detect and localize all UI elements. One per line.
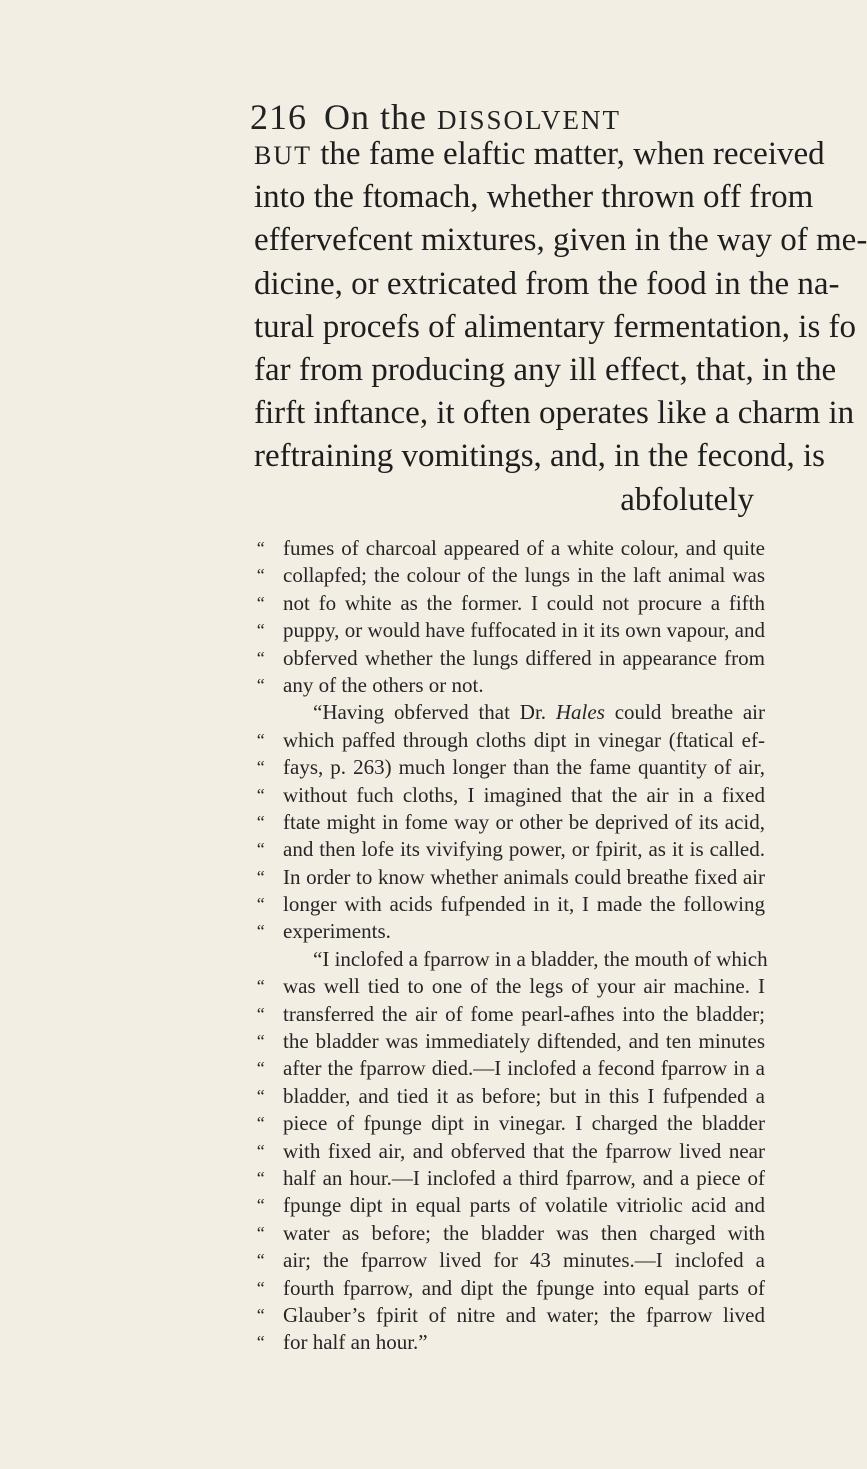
quote-line: “ was well tied to one of the legs of your air machine. I [255, 973, 755, 1000]
quote-mark: “ [255, 757, 266, 778]
quote-mark: “ [255, 592, 266, 613]
quote-mark: “ [255, 1058, 266, 1079]
quote-line: “ transferred the air of fome pearl-afhes into the bladder; [255, 1001, 755, 1028]
quote-mark: “ [255, 1195, 266, 1216]
running-title-prefix: On the [324, 97, 437, 137]
quote-mark: “ [255, 647, 266, 668]
quote-line: “ fays, p. 263) much longer than the fame quantity of air, [255, 754, 755, 781]
body-line: firft inftance, it often operates like a charm in [254, 395, 855, 432]
body-line: BUT the fame elaftic matter, when received [254, 136, 825, 172]
quote-line: “ after the fparrow died.—I inclofed a fecond fparrow in a [255, 1055, 755, 1082]
quote-mark: “ [255, 894, 266, 915]
quote-mark: “ [255, 1250, 266, 1271]
quote-line: “ the bladder was immediately diftended, and ten minutes [255, 1028, 755, 1055]
quote-line: “ any of the others or not. [255, 672, 755, 699]
lead-small-caps: BUT [254, 141, 312, 170]
quote-mark: “ [255, 784, 266, 805]
quote-line: “ air; the fparrow lived for 43 minutes.—I inclofed a [255, 1247, 755, 1274]
body-line: tural procefs of alimentary fermentation, is fo [254, 308, 857, 345]
quote-line: “ water as before; the bladder was then charged with [255, 1220, 755, 1247]
quote-mark: “ [255, 1113, 266, 1134]
quote-line: “ without fuch cloths, I imagined that the air in a fixed [255, 782, 755, 809]
quote-line: “ bladder, and tied it as before; but in this I fufpended a [255, 1083, 755, 1110]
body-line: reftraining vomitings, and, in the fecond, is [254, 438, 825, 475]
quote-mark: “ [255, 976, 266, 997]
quote-mark: “ [255, 1277, 266, 1298]
main-paragraph [254, 133, 867, 522]
quote-mark: “ [255, 729, 266, 750]
quote-line: “ fourth fparrow, and dipt the fpunge into equal parts of [255, 1275, 755, 1302]
quote-line: “ experiments. [255, 918, 755, 945]
author-name: Hales [555, 700, 605, 725]
quote-mark: “ [255, 620, 266, 641]
quote-mark: “ [255, 1167, 266, 1188]
quote-line: “ obferved whether the lungs differed in appearance from [255, 645, 755, 672]
quote-line: “ collapfed; the colour of the lungs in the laft animal was [255, 562, 755, 589]
quote-line: “ with fixed air, and obferved that the fparrow lived near [255, 1138, 755, 1165]
quote-line: “ fumes of charcoal appeared of a white colour, and quite [255, 535, 755, 562]
quote-mark: “ [255, 538, 266, 558]
quote-line: “ puppy, or would have fuffocated in it its own vapour, and [255, 617, 755, 644]
quote-mark: “ [255, 1304, 266, 1325]
body-line: into the ftomach, whether thrown off from [254, 179, 814, 216]
body-line: effervefcent mixtures, given in the way of me- [254, 222, 867, 259]
quote-mark: “ [255, 565, 266, 586]
page-number: 216 [250, 97, 307, 137]
quote-line: “ piece of fpunge dipt in vinegar. I charged the bladder [255, 1110, 755, 1137]
quote-mark: “ [255, 1332, 266, 1353]
quote-mark: “ [255, 1140, 266, 1161]
quote-line: “ Glauber’s fpirit of nitre and water; the fparrow lived [255, 1302, 755, 1329]
quote-mark: “ [255, 1031, 266, 1052]
quote-mark: “ [255, 839, 266, 860]
quote-line: “ which paffed through cloths dipt in vinegar (ftatical ef- [255, 727, 755, 754]
quote-line: “ longer with acids fufpended in it, I made the following [255, 891, 755, 918]
quote-mark: “ [255, 866, 266, 887]
body-line: dicine, or extricated from the food in the na- [254, 265, 840, 302]
quote-mark: “ [255, 674, 266, 695]
running-title [324, 96, 621, 138]
running-title-sc: DISSOLVENT [436, 105, 622, 135]
quote-mark: “ [255, 1085, 266, 1106]
catchword: abfolutely [620, 481, 754, 518]
quote-line: “ not fo white as the former. I could not procure a fifth [255, 590, 755, 617]
quote-line: “ for half an hour.” [255, 1329, 755, 1356]
quote-mark: “ [255, 811, 266, 832]
quote-line: “Having obferved that Dr. Hales could breathe air [313, 700, 766, 725]
quote-line: “I inclofed a fparrow in a bladder, the mouth of which [313, 946, 768, 971]
quote-mark: “ [255, 1003, 266, 1024]
quote-mark: “ [255, 1222, 266, 1243]
quote-line: “ half an hour.—I inclofed a third fparrow, and a piece of [255, 1165, 755, 1192]
quote-line: “ fpunge dipt in equal parts of volatile vitriolic acid and [255, 1192, 755, 1219]
quote-mark: “ [255, 921, 266, 942]
quote-line: “ ftate might in fome way or other be deprived of its acid, [255, 809, 755, 836]
body-line: far from producing any ill effect, that, in the [254, 351, 837, 388]
quote-line: “ In order to know whether animals could breathe fixed air [255, 864, 755, 891]
footnote-quotation [255, 535, 768, 1357]
quote-line: “ and then lofe its vivifying power, or fpirit, as it is called. [255, 836, 755, 863]
